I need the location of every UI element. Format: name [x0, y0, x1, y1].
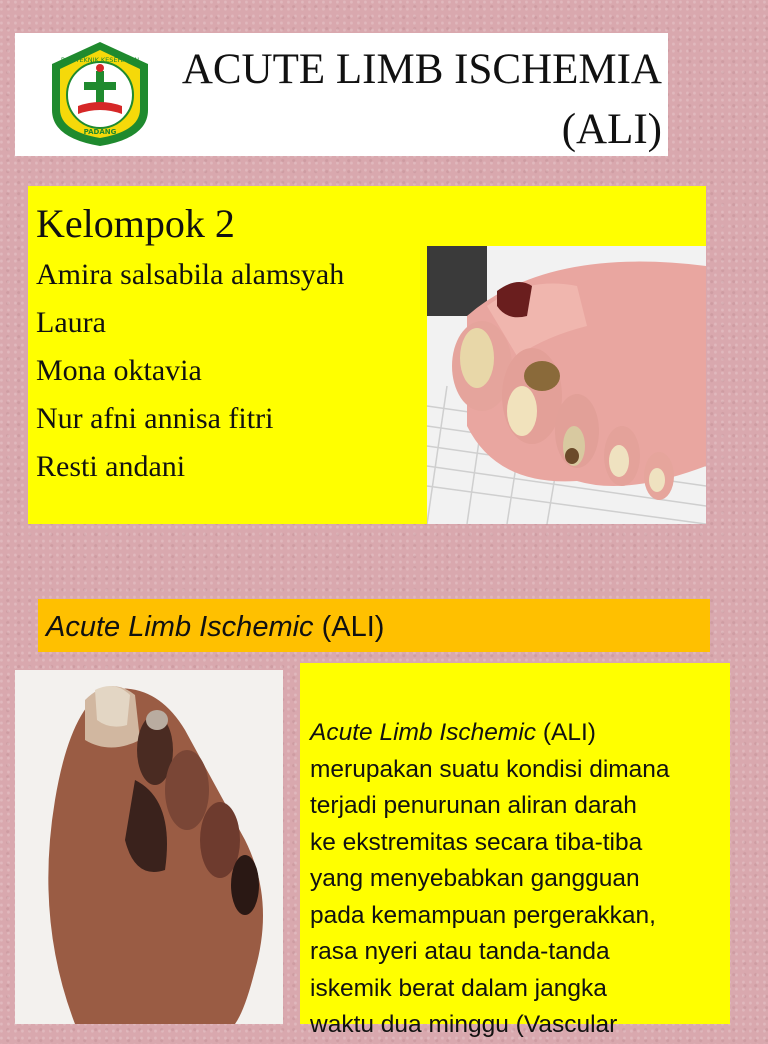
logo-bottom-text: PADANG — [83, 128, 117, 136]
description-line: Acute Limb Ischemic (ALI) — [310, 719, 596, 746]
page-title: ACUTE LIMB ISCHEMIA — [181, 46, 662, 93]
description-line: ke ekstremitas secara tiba-tiba — [310, 828, 643, 856]
description-line: pada kemampuan pergerakkan, — [310, 901, 656, 929]
description-line: waktu dua minggu (Vascular — [310, 1011, 618, 1038]
page-title-abbrev: (ALI) — [561, 106, 662, 153]
description-line: rasa nyeri atau tanda-tanda — [310, 938, 610, 965]
group-heading: Kelompok 2 — [36, 201, 235, 246]
description-text — [310, 715, 728, 1044]
member-name: Amira salsabila alamsyah — [36, 258, 345, 291]
member-name: Resti andani — [36, 450, 186, 483]
member-name: Nur afni annisa fitri — [36, 402, 274, 435]
member-name: Mona oktavia — [36, 354, 202, 387]
description-line: iskemik berat dalam jangka — [310, 974, 607, 1002]
politeknik-kesehatan-logo — [44, 38, 156, 150]
section-title-rest: (ALI) — [313, 611, 385, 643]
description-italic-lead: Acute Limb Ischemic — [310, 719, 537, 746]
section-title-italic: Acute Limb Ischemic — [46, 611, 314, 643]
description-line: terjadi penurunan aliran darah — [310, 792, 637, 819]
ischemic-foot-photo — [427, 246, 706, 524]
member-name: Laura — [36, 306, 106, 339]
description-line: merupakan suatu kondisi dimana — [310, 755, 670, 783]
logo-top-text: POLITEKNIK KESEHATAN — [60, 56, 140, 64]
section-title — [38, 599, 710, 652]
gangrene-foot-photo — [15, 670, 283, 1024]
description-line: yang menyebabkan gangguan — [310, 865, 640, 892]
